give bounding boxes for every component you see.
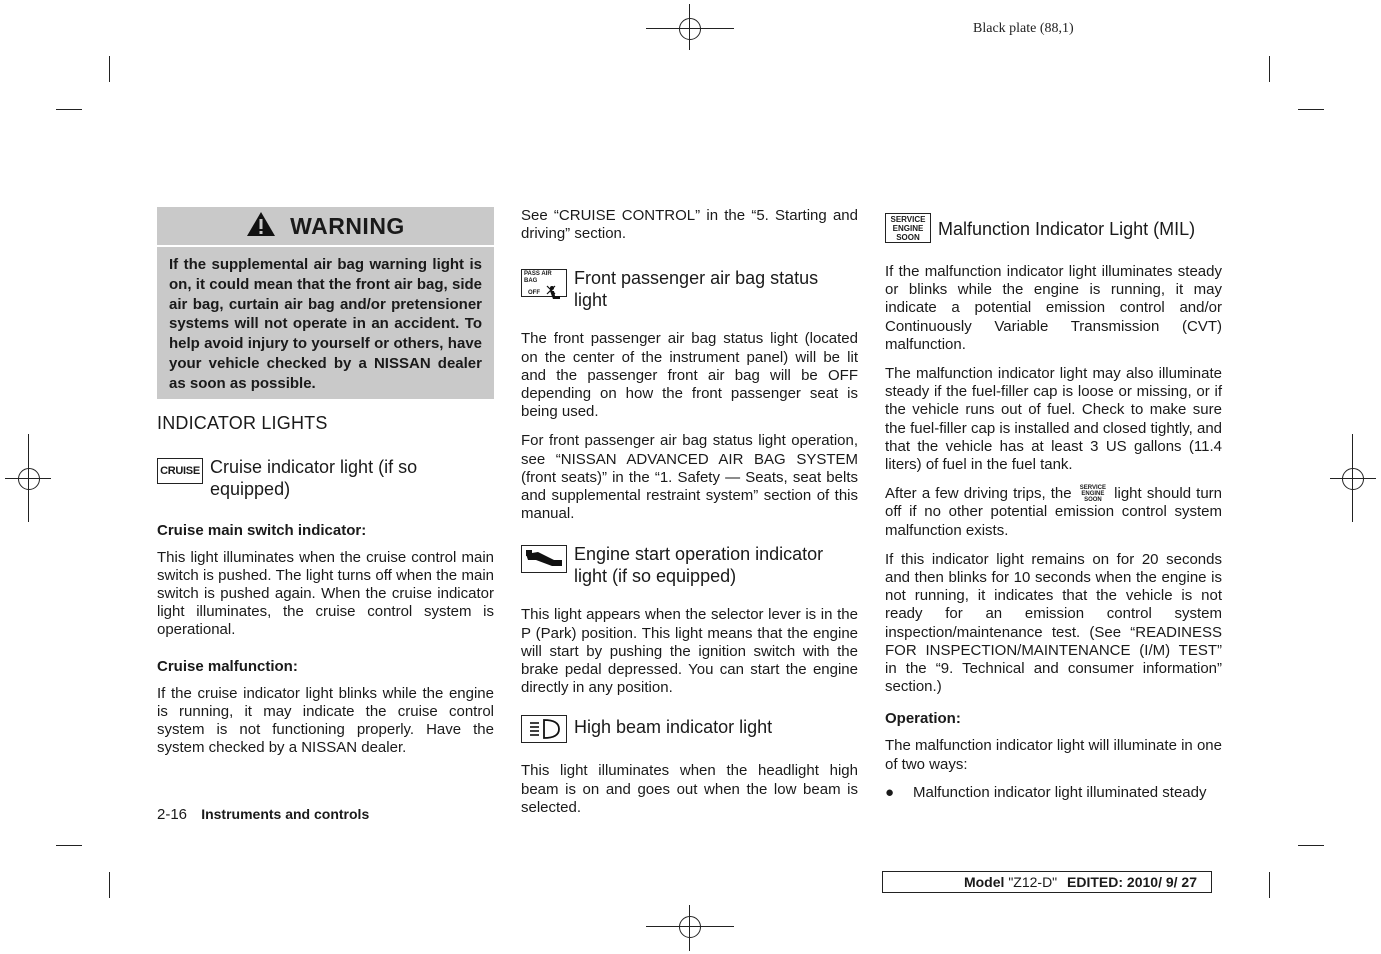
inline-icon-line-3: SOON	[1084, 497, 1102, 504]
high-beam-icon	[521, 715, 567, 743]
cruise-malfunction-text: If the cruise indicator light blinks while the engine is running, it may indicate the cruise control system is not functioning properly. Have the system checked by a NISSAN dealer.	[157, 684, 494, 757]
column-2	[521, 207, 858, 828]
edited-date: EDITED: 2010/ 9/ 27	[1067, 874, 1197, 890]
cruise-main-switch-heading: Cruise main switch indicator:	[157, 521, 367, 539]
cruise-main-switch-text: This light illuminates when the cruise control main switch is pushed. The light turns off when the main switch is pushed again. When the cruise indicator light illuminates, the cruise control system is operational.	[157, 548, 494, 639]
engine-start-text: This light appears when the selector lever is in the P (Park) position. This light means that the engine will start by pushing the ignition switch with the brake pedal depressed. You can start the engine directly in any position.	[521, 606, 858, 697]
engine-start-icon	[521, 545, 567, 573]
mil-text-3-before: After a few driving trips, the	[885, 485, 1072, 503]
engine-start-heading	[521, 543, 858, 587]
mil-icon-line-1: SERVICE	[890, 214, 926, 224]
column-1	[157, 207, 494, 768]
inline-icon-line-1: SERVICE	[1079, 485, 1107, 492]
cruise-icon	[157, 458, 203, 484]
page-footer	[157, 806, 369, 823]
footer-section: Instruments and controls	[201, 806, 370, 822]
high-beam-heading	[521, 713, 858, 743]
warning-header	[157, 207, 494, 247]
cruise-icon-text: CRUISE	[160, 464, 200, 477]
pass-airbag-heading	[521, 267, 858, 311]
operation-text: The malfunction indicator light will illuminate in one of two ways:	[885, 737, 1222, 773]
mil-icon-line-3: SOON	[896, 232, 920, 242]
model-code: "Z12-D"	[1008, 874, 1058, 890]
inline-icon-line-2: ENGINE	[1081, 491, 1105, 498]
warning-title: WARNING	[290, 212, 405, 239]
mil-icon-line-2: ENGINE	[892, 223, 924, 233]
cruise-indicator-title: Cruise indicator light (if so equipped)	[210, 456, 418, 499]
see-cruise-text: See “CRUISE CONTROL” in the “5. Starting and driving” section.	[521, 207, 858, 243]
mil-text-1: If the malfunction indicator light illuminates steady or blinks while the engine is running, it may indicate a potential emission control and/or Continuously Variable Transmission (CVT) malfunction.	[885, 263, 1222, 353]
bullet-item	[885, 784, 1222, 802]
warning-body: If the supplemental air bag warning light is on, it could mean that the front air bag, side air bag, curtain air bag and/or pretensioner systems will not operate in an accident. To help avoid injury to yourself or others, have your vehicle checked by a NISSAN dealer as soon as possible.	[157, 247, 494, 399]
service-engine-soon-inline-icon	[1080, 485, 1106, 503]
bullet-text: Malfunction indicator light illuminated steady	[913, 783, 1207, 801]
plate-label: Black plate (88,1)	[973, 21, 1074, 36]
pass-airbag-text-1: The front passenger air bag status light (located on the center of the instrument panel) will be lit and the passenger front air bag will be OFF depending on how the front passenger seat is being used.	[521, 330, 858, 421]
pass-airbag-text-2: For front passenger air bag status light operation, see “NISSAN ADVANCED AIR BAG SYSTEM (front seats)” in the “1. Safety — Seats, seat belts and supplemental restraint system” section of this manual.	[521, 432, 858, 523]
pass-airbag-icon-label: PASS AIR BAG	[524, 271, 552, 285]
cruise-indicator-heading	[157, 456, 494, 500]
bullet-dot: ●	[885, 783, 895, 801]
pass-airbag-title: Front passenger air bag status light	[574, 268, 819, 311]
page-number: 2-16	[157, 806, 188, 823]
warning-triangle-icon	[246, 211, 276, 242]
service-engine-soon-icon	[885, 213, 931, 243]
cruise-malfunction-heading: Cruise malfunction:	[157, 657, 298, 675]
model-edit-box	[882, 871, 1212, 893]
pass-airbag-icon-off: OFF	[528, 290, 540, 297]
mil-heading	[885, 213, 1222, 243]
operation-heading: Operation:	[885, 710, 961, 728]
column-3	[885, 213, 1222, 802]
pass-airbag-off-icon	[521, 269, 567, 297]
pass-airbag-icon-body	[524, 285, 564, 301]
mil-text-2: The malfunction indicator light may also illuminate steady if the fuel-filler cap is loose or missing, or if the vehicle runs out of fuel. Check to make sure the fuel-filler cap is installed and closed tightly, and that the vehicle has at least 3 US gallons (11.4 liters) of fuel in the fuel tank.	[885, 365, 1222, 474]
high-beam-text: This light illuminates when the headlight high beam is on and goes out when the low beam is selected.	[521, 762, 858, 816]
section-title: INDICATOR LIGHTS	[157, 412, 328, 433]
engine-start-title: Engine start operation indicator light (if so equipped)	[574, 544, 824, 587]
seated-passenger-icon	[546, 285, 564, 301]
model-label: Model	[963, 874, 1005, 890]
mil-text-3	[885, 485, 1222, 540]
high-beam-title: High beam indicator light	[574, 717, 773, 738]
mil-text-4: If this indicator light remains on for 20 seconds and then blinks for 10 seconds when the engine is not running, it indicates that the vehicle is not ready for an emission control system inspection/maintenance test. (See “READINESS FOR INSPECTION/MAINTENANCE (I/M) TEST” in the “9. Technical and consumer information” section.)	[885, 550, 1222, 696]
mil-title: Malfunction Indicator Light (MIL)	[938, 219, 1196, 239]
mil-text-3-after: light should turn off if no other potential emission control system malfunction exists.	[885, 485, 1223, 539]
